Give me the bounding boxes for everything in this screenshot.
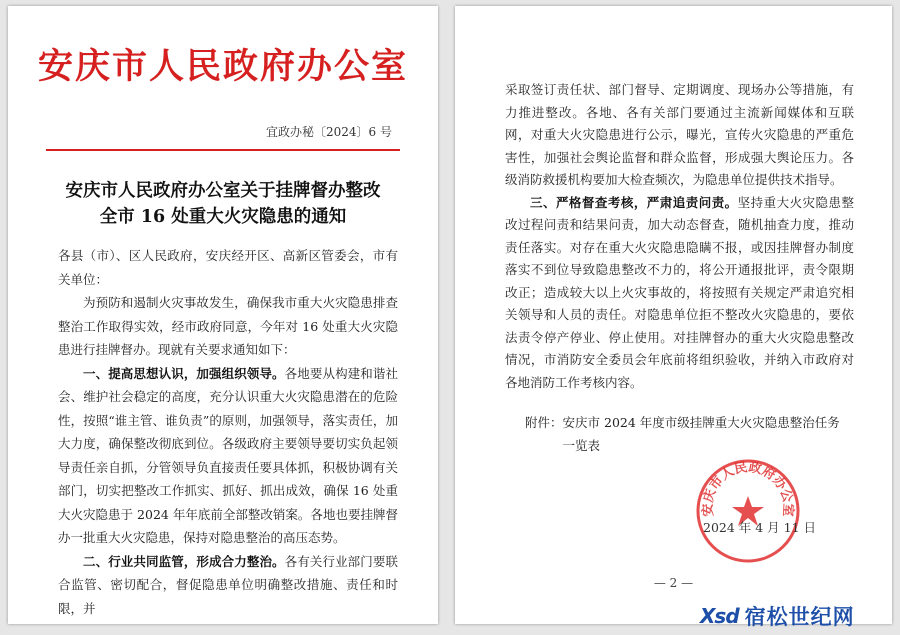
official-seal-icon	[693, 456, 803, 566]
document-page-right	[455, 6, 892, 624]
title-line-1: 安庆市人民政府办公室关于挂牌督办整改	[65, 181, 381, 201]
continuation-paragraph: 采取签订责任状、部门督导、定期调度、现场办公等措施，有力推进整改。各地、各有关部门要通过主流新闻媒体和互联网，对重大火灾隐患进行公示，曝光，宣传火灾隐患的严重危害性，加强社会舆论监督和群众监督，形成强大舆论压力。各级消防救援机构要加大检查频次，为隐患单位提供技术指导。	[505, 82, 854, 187]
body-text-right	[505, 79, 854, 394]
section-1-heading: 一、提高思想认识，加强组织领导。	[83, 365, 285, 381]
watermark-logo: Xsd	[700, 604, 739, 628]
section-1	[58, 362, 398, 550]
section-3-heading: 三、严格督查考核，严肃追责问责。	[530, 194, 738, 210]
document-page-left	[8, 6, 438, 624]
seal-text: 安庆市人民政府办公室	[700, 460, 796, 517]
page-number: — 2 —	[653, 576, 694, 590]
site-watermark	[700, 603, 890, 629]
attachment-text: 安庆市 2024 年度市级挂牌重大火灾隐患整治任务一览表	[562, 415, 840, 453]
red-divider	[46, 149, 400, 151]
section-3-text: 坚持重大火灾隐患整改过程问责和结果问责，加大动态督查，随机抽查力度，推动责任落实。对存在重大火灾隐患隐瞒不报，或因挂牌督办制度落实不到位导致隐患整改不力的，将公开通报批评，责令限期改正；造成较大以上火灾事故的，将按照有关规定严肃追究相关领导和人员的责任。对隐患单位拒不整改火灾隐患的，要依法责令停产停业、停止使用。对挂牌督办的重大火灾隐患整改情况，市消防安全委员会年底前将组织验收，并纳入市政府对各地消防工作考核内容。	[505, 194, 854, 390]
section-2	[58, 550, 398, 621]
recipients: 各县（市）、区人民政府，安庆经开区、高新区管委会，市有关单位：	[58, 248, 398, 287]
section-2-heading: 二、行业共同监管，形成合力整治。	[83, 553, 285, 569]
section-2-text: 各有关行业部门要联合监管、密切配合，督促隐患单位明确整改措施、责任和时限，并	[58, 553, 398, 616]
body-text-left	[58, 244, 398, 620]
attachment-label: 附件：	[525, 415, 563, 430]
section-1-text: 各地要从构建和谐社会、维护社会稳定的高度，充分认识重大火灾隐患潜在的危险性，按照“谁主管、谁负责”的原则，加强领导，落实责任，加大力度，确保整改彻底到位。各级政府主要领导要切实负起领导责任亲自抓，分管领导负直接责任要具体抓，积极协调有关部门，切实把整改工作抓实、抓好、抓出成效，确保 16 处重大火灾隐患于 2024 年年底前全部整改销案。各地也要挂牌督办一批重大火灾隐患，保持对隐患整治的高压态势。	[58, 365, 398, 545]
watermark-text: 宿松世纪网	[744, 605, 855, 629]
section-3	[505, 192, 854, 395]
document-date: 2024 年 4 月 11 日	[703, 520, 817, 535]
attachment	[525, 411, 852, 457]
intro-paragraph: 为预防和遏制火灾事故发生，确保我市重大火灾隐患排查整治工作取得实效，经市政府同意，今年对 16 处重大火灾隐患进行挂牌督办。现就有关要求通知如下：	[58, 295, 398, 357]
masthead: 安庆市人民政府办公室	[37, 46, 408, 87]
document-title	[8, 178, 438, 230]
doc-number: 宜政办秘〔2024〕6 号	[266, 125, 392, 139]
title-line-2: 全市 16 处重大火灾隐患的通知	[99, 207, 347, 227]
